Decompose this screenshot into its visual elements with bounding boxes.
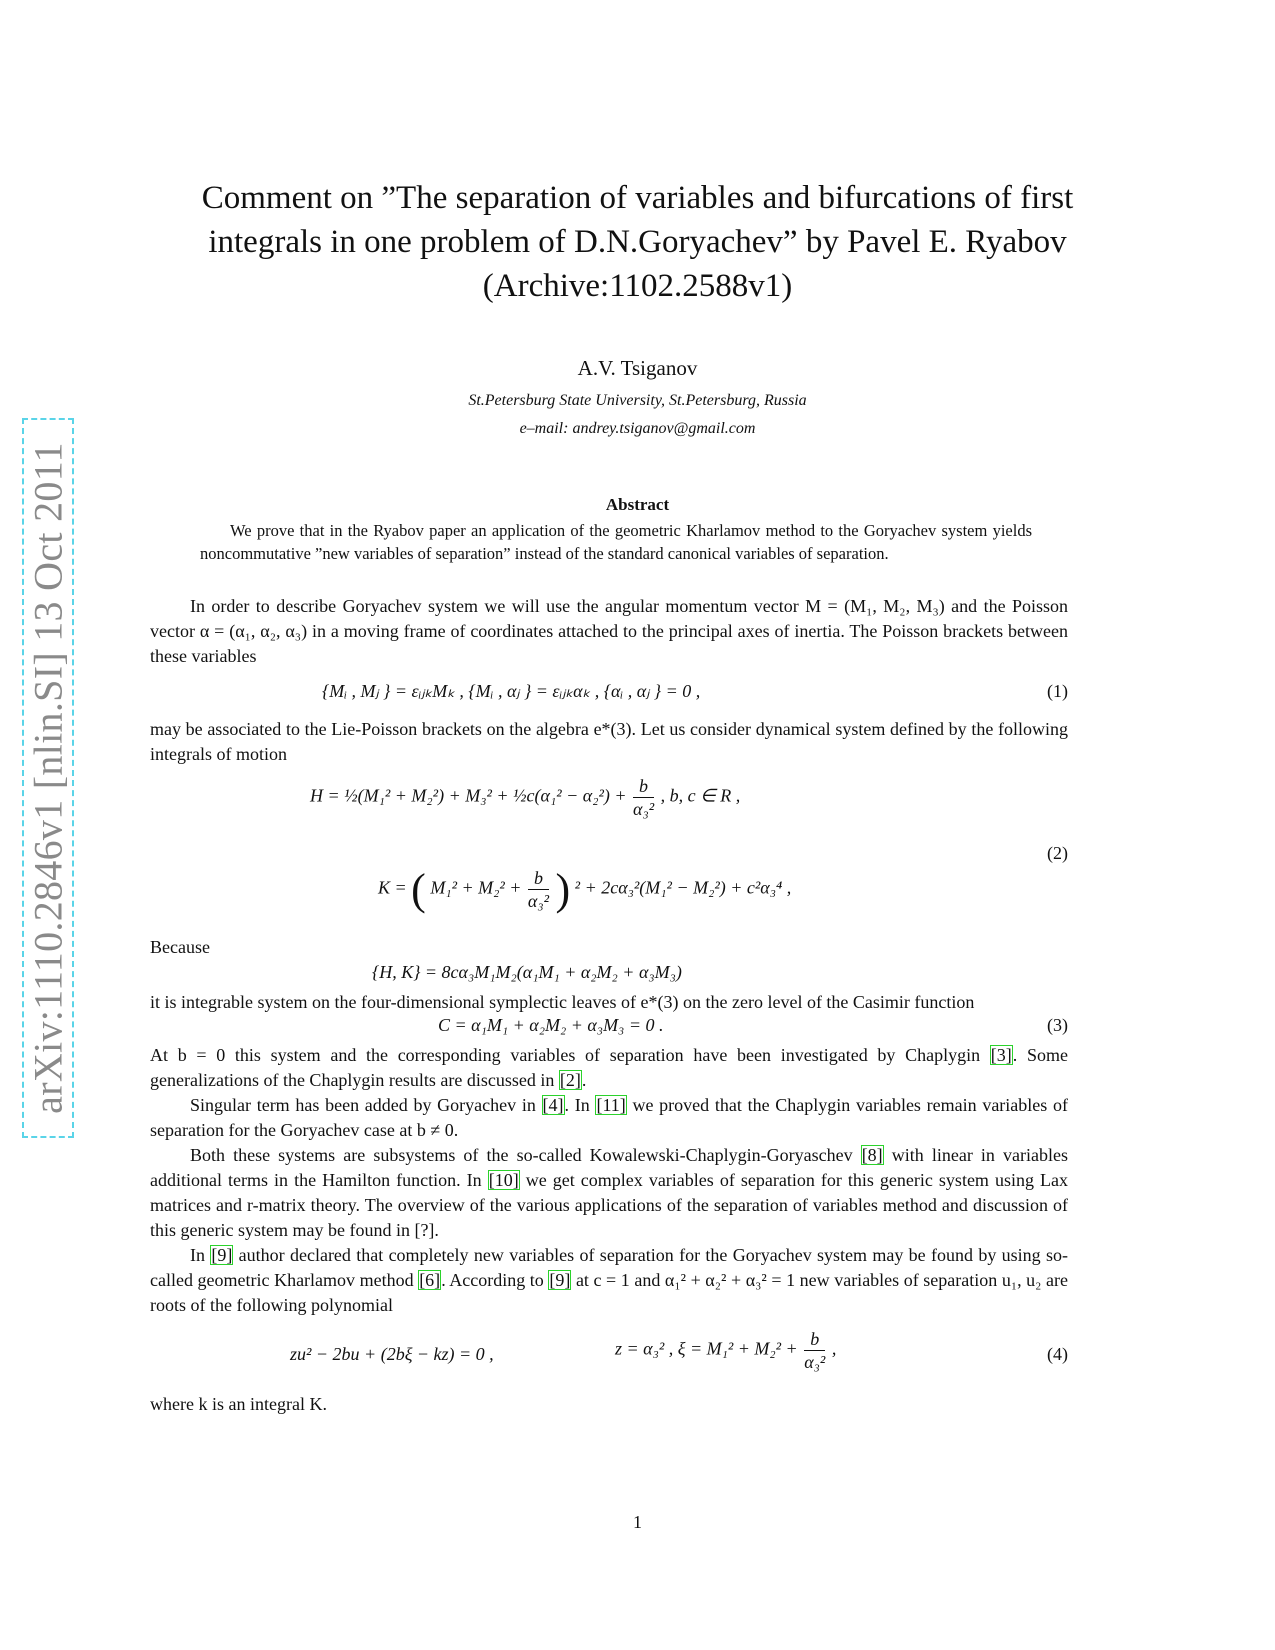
paragraph-chaplygin (150, 1043, 1068, 1093)
text-run: At b = 0 this system and the corresponding variables of separation have been investigated by Chaplygin (150, 1045, 990, 1065)
equation-4 (150, 1318, 1068, 1392)
equation-1 (150, 675, 1068, 717)
text-run: . Some generalizations of the Chaplygin results are discussed in (150, 1045, 1068, 1090)
equation-2-h-left: H = ½(M₁² + M₂²) + M₃² + ½c(α₁² − α₂²) + (310, 785, 627, 806)
text-run: . In (564, 1095, 596, 1115)
left-paren-glyph: ( (411, 865, 426, 914)
equation-3-number: (3) (1047, 1015, 1068, 1035)
paragraph-subsystems (150, 1143, 1068, 1243)
paragraph-closing: where k is an integral K. (150, 1394, 327, 1414)
fraction-denominator: α₃² (527, 891, 550, 911)
equation-2-k-right: ² + 2cα₃²(M₁² − M₂²) + c²α₃⁴ , (574, 877, 792, 898)
text-run: In (190, 1245, 211, 1265)
equation-2-k-left: K = (378, 877, 407, 898)
paragraph-lie-poisson: may be associated to the Lie-Poisson brackets on the algebra e*(3). Let us consider dynamical system defined by the following integrals of motion (150, 719, 1068, 764)
arxiv-identifier: arXiv:1110.2846v1 [nlin.SI] 13 Oct 2011 (25, 442, 71, 1114)
citation-link-9[interactable]: [9] (211, 1245, 233, 1265)
author-name: A.V. Tsiganov (577, 356, 698, 380)
equation-4-fraction (804, 1328, 825, 1373)
text-run: Singular term has been added by Goryachev in (190, 1095, 542, 1115)
fraction-numerator: b (633, 775, 654, 798)
equation-2-k-fraction (528, 867, 549, 912)
equation-hk-body: {H, K} = 8cα₃M₁M₂(α₁M₁ + α₂M₂ + α₃M₃) (372, 962, 682, 982)
text-run: we get complex variables of separation for this generic system using Lax matrices and r-matrix theory. The overview of the various applications of the separation of variables method and discussion of this generic system may be found in [?]. (150, 1170, 1068, 1240)
fraction-denominator: α₃² (804, 1352, 826, 1372)
page-number: 1 (633, 1512, 642, 1532)
author-affiliation: St.Petersburg State University, St.Petersburg, Russia (468, 392, 807, 409)
abstract-text: We prove that in the Ryabov paper an application of the geometric Kharlamov method to the Goryachev system yields noncommutative ”new variables of separation” instead of the standard canonical variables of separation. (200, 521, 1032, 563)
equation-2-number: (2) (1047, 843, 1068, 863)
citation-link-9[interactable]: [9] (549, 1270, 571, 1290)
equation-2 (150, 767, 1068, 935)
fraction-denominator: α₃² (633, 799, 655, 819)
citation-link-3[interactable]: [3] (990, 1045, 1012, 1065)
equation-1-number: (1) (1047, 681, 1068, 701)
text-run: author declared that completely new variables of separation for the Goryachev system may be found by using so-called geometric Kharlamov method (150, 1245, 1068, 1290)
text-run: we proved that the Chaplygin variables remain variables of separation for the Goryachev case at b ≠ 0. (150, 1095, 1068, 1140)
equation-2-h-fraction (633, 775, 654, 820)
equation-2-hamiltonian (310, 775, 740, 820)
citation-link-2[interactable]: [2] (559, 1070, 581, 1090)
paragraph-new-variables (150, 1243, 1068, 1318)
text-run: with linear in variables additional terms in the Hamilton function. In (150, 1145, 1068, 1190)
paper-title: Comment on ”The separation of variables and bifurcations of first integrals in one problem of D.N.Goryachev” by Pavel E. Ryabov (Archive:1102.2588v1) (201, 180, 1074, 304)
text-run: . According to (441, 1270, 549, 1290)
paragraph-singular-term (150, 1093, 1068, 1143)
equation-2-k-integral (378, 867, 791, 912)
citation-link-4[interactable]: [4] (542, 1095, 564, 1115)
paragraph-intro: In order to describe Goryachev system we will use the angular momentum vector M = (M₁, M₂, M₃) and the Poisson vector α = (α₁, α₂, α₃) in a moving frame of coordinates attached to the principal axes of inertia. The Poisson brackets between these variables (150, 596, 1068, 666)
equation-4-definitions (615, 1328, 836, 1373)
equation-4-polynomial: zu² − 2bu + (2bξ − kz) = 0 , (290, 1344, 494, 1364)
paragraph-because: Because (150, 937, 210, 957)
citation-link-10[interactable]: [10] (488, 1170, 519, 1190)
equation-3-body: C = α₁M₁ + α₂M₂ + α₃M₃ = 0 . (438, 1015, 664, 1035)
author-email: e–mail: andrey.tsiganov@gmail.com (519, 420, 756, 437)
fraction-numerator: b (528, 867, 549, 890)
equation-2-k-inner: M₁² + M₂² + (430, 877, 522, 898)
arxiv-side-stamp (22, 418, 74, 1138)
text-run: Both these systems are subsystems of the so-called Kowalewski-Chaplygin-Goryaschev (190, 1145, 861, 1165)
abstract-heading: Abstract (605, 495, 670, 514)
text-run: at c = 1 and α₁² + α₂² + α₃² = 1 new variables of separation u₁, u₂ are roots of the following polynomial (150, 1270, 1069, 1315)
equation-hk (150, 960, 1068, 986)
body-text (150, 594, 1068, 1417)
right-paren-glyph: ) (555, 865, 571, 914)
equation-4-number: (4) (1047, 1344, 1068, 1364)
fraction-numerator: b (804, 1328, 825, 1351)
equation-1-body: {Mᵢ , Mⱼ } = εᵢⱼₖMₖ , {Mᵢ , αⱼ } = εᵢⱼₖαₖ , {αᵢ , αⱼ } = 0 , (322, 681, 701, 701)
citation-link-11[interactable]: [11] (596, 1095, 626, 1115)
equation-2-h-right: , b, c ∈ R , (660, 785, 741, 806)
citation-link-8[interactable]: [8] (861, 1145, 883, 1165)
citation-link-6[interactable]: [6] (419, 1270, 441, 1290)
equation-4-mid: z = α₃² , ξ = M₁² + M₂² + (615, 1338, 798, 1359)
paragraph-integrable: it is integrable system on the four-dimensional symplectic leaves of e*(3) on the zero level of the Casimir function (150, 992, 975, 1012)
equation-3 (150, 1013, 1068, 1043)
equation-4-end: , (831, 1338, 837, 1359)
text-run: . (581, 1070, 587, 1090)
